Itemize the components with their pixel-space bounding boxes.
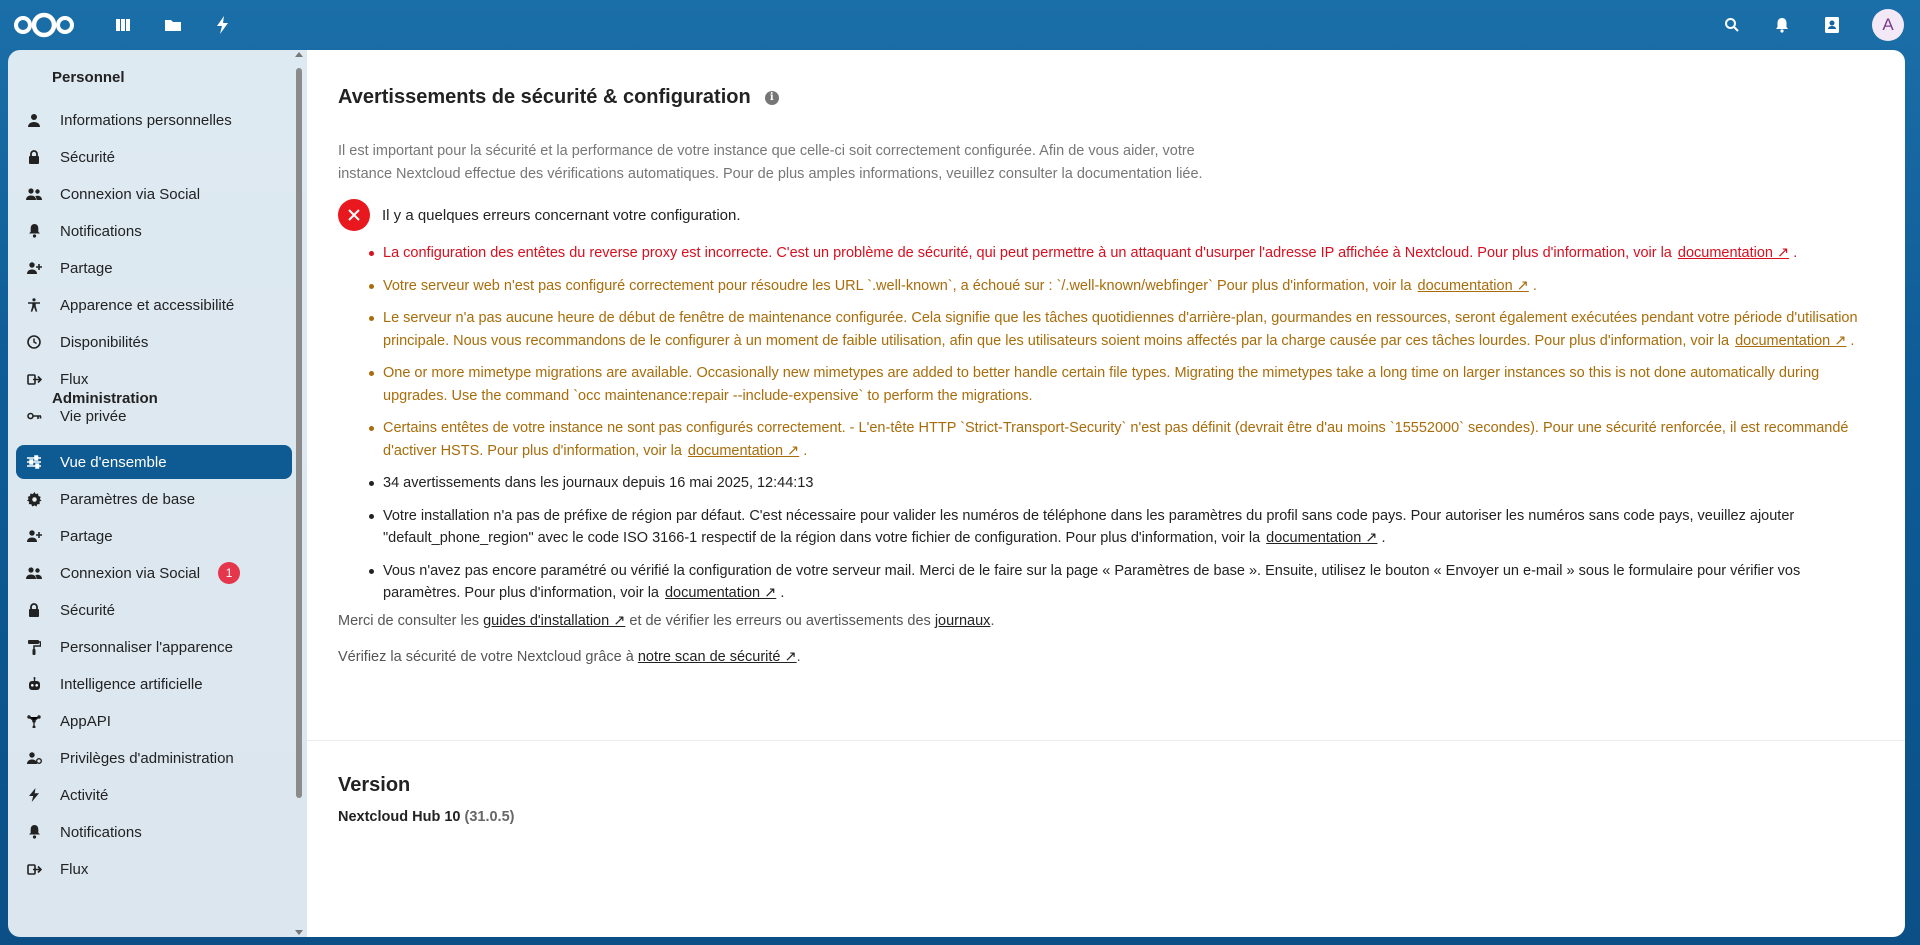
sidebar-scrollbar[interactable] xyxy=(295,56,303,931)
sidebar-item-label: Disponibilités xyxy=(60,333,149,351)
issue-item: One or more mimetype migrations are available. Occasionally new mimetypes are added to better handle certain file types. Migrating the mimetypes take a long time on larger instances so this is not done automatically during upgrades. Use the command `occ maintenance:repair --include-expensive` to perform the migrations. xyxy=(383,362,1878,407)
sidebar-item-personal-5[interactable] xyxy=(16,288,292,322)
sidebar-item-label: Intelligence artificielle xyxy=(60,675,203,693)
activity-flux-icon xyxy=(26,861,42,877)
contacts-icon[interactable] xyxy=(1820,13,1844,37)
sliders-icon xyxy=(26,454,42,470)
sidebar-item-label: Connexion via Social xyxy=(60,564,201,582)
security-intro: Il est important pour la sécurité et la performance de votre instance que celle-ci soit correctement configurée. Afin de vous aider, votre instance Nextcloud effectue des vérifications automatiques. Pour de plus amples informations, veuillez consulter la documentation liée. xyxy=(338,143,1203,182)
sidebar-item-personal-7[interactable] xyxy=(16,362,292,396)
sidebar-item-admin-5[interactable] xyxy=(16,630,292,664)
sidebar-item-admin-4[interactable] xyxy=(16,593,292,627)
admin-user-icon xyxy=(26,750,42,766)
sidebar-item-label: Flux xyxy=(60,860,89,878)
activity-lightning-icon[interactable] xyxy=(211,13,235,37)
gear-icon xyxy=(26,491,42,507)
users-icon xyxy=(26,186,42,202)
sidebar-item-personal-6[interactable] xyxy=(16,325,292,359)
sidebar-item-label: Notifications xyxy=(60,823,142,841)
error-heading-row xyxy=(338,199,1878,231)
documentation-link[interactable]: documentation ↗ xyxy=(664,585,777,601)
security-section-title: Avertissements de sécurité & configuration i xyxy=(338,86,1878,109)
issues-list xyxy=(338,242,1878,605)
sidebar-item-admin-3[interactable] xyxy=(16,556,292,590)
appapi-icon xyxy=(26,713,42,729)
sidebar-item-admin-2[interactable] xyxy=(16,519,292,553)
clock-icon xyxy=(26,334,42,350)
lock-icon xyxy=(26,602,42,618)
accessibility-icon xyxy=(26,297,42,313)
issue-item: Vous n'avez pas encore paramétré ou vérifié la configuration de votre serveur mail. Merci de le faire sur la page « Paramètres de base ». Ensuite, utilisez le bouton « Envoyer un e-mail » sous le formulaire pour vérifier vos paramètres. Pour plus d'information, voir la documentation ↗ . xyxy=(383,560,1878,605)
sidebar-item-admin-8[interactable] xyxy=(16,741,292,775)
section-title-administration: Administration xyxy=(52,390,158,407)
sidebar-item-label: Sécurité xyxy=(60,601,116,619)
top-bar xyxy=(0,0,1920,50)
issue-item: Votre installation n'a pas de préfixe de région par défaut. C'est nécessaire pour valider les numéros de téléphone dans les paramètres du profil sans code pays. Pour autoriser les numéros sans code pays, veuillez ajouter "default_phone_region" avec le code ISO 3166-1 respectif de la région dans votre fichier de configuration. Pour plus d'information, voir la documentation ↗ . xyxy=(383,505,1878,550)
documentation-link[interactable]: documentation ↗ xyxy=(1417,277,1529,294)
issue-item: Votre serveur web n'est pas configuré correctement pour résoudre les URL `.well-known`, a échoué sur : `/.well-known/webfinger` Pour plus d'information, voir la documentation ↗ . xyxy=(383,275,1878,298)
users-icon xyxy=(26,565,42,581)
share-user-icon xyxy=(26,528,42,544)
activity-flux-icon xyxy=(26,371,42,387)
sidebar-item-admin-0[interactable] xyxy=(16,445,292,479)
documentation-link[interactable]: documentation ↗ xyxy=(687,442,800,459)
sidebar-item-personal-0[interactable] xyxy=(16,103,292,137)
share-user-icon xyxy=(26,260,42,276)
sidebar-item-label: Partage xyxy=(60,527,113,545)
install-guides-link[interactable]: guides d'installation ↗ xyxy=(483,612,626,629)
sidebar-item-admin-9[interactable] xyxy=(16,778,292,812)
robot-icon xyxy=(26,676,42,692)
sidebar-item-admin-6[interactable] xyxy=(16,667,292,701)
security-scan-link[interactable]: notre scan de sécurité ↗ xyxy=(637,648,797,665)
settings-sidebar xyxy=(8,50,307,937)
sidebar-item-label: Notifications xyxy=(60,222,142,240)
sidebar-item-personal-3[interactable] xyxy=(16,214,292,248)
sidebar-item-admin-7[interactable] xyxy=(16,704,292,738)
sidebar-item-label: AppAPI xyxy=(60,712,111,730)
issue-item: 34 avertissements dans les journaux depuis 16 mai 2025, 12:44:13 xyxy=(383,472,1878,495)
user-avatar[interactable]: A xyxy=(1872,9,1904,41)
sidebar-scroll-thumb[interactable] xyxy=(296,68,302,798)
logs-link[interactable]: journaux xyxy=(934,612,991,629)
error-heading-text: Il y a quelques erreurs concernant votre configuration. xyxy=(382,206,741,224)
section-divider xyxy=(307,740,1905,741)
documentation-link[interactable]: documentation ↗ xyxy=(1735,332,1847,349)
sidebar-item-label: Personnaliser l'apparence xyxy=(60,638,233,656)
security-section xyxy=(338,86,1878,109)
notification-count-badge: 1 xyxy=(218,562,240,584)
sidebar-item-label: Vue d'ensemble xyxy=(60,453,167,471)
search-icon[interactable] xyxy=(1720,13,1744,37)
version-line: Nextcloud Hub 10 (31.0.5) xyxy=(338,809,515,825)
main-content xyxy=(307,50,1905,937)
lock-icon xyxy=(26,149,42,165)
security-scan-line: Vérifiez la sécurité de votre Nextcloud grâce à notre scan de sécurité ↗. xyxy=(338,648,801,665)
sidebar-item-label: Partage xyxy=(60,259,113,277)
sidebar-item-label: Privilèges d'administration xyxy=(60,749,234,767)
sidebar-item-label: Connexion via Social xyxy=(60,185,201,203)
sidebar-item-admin-1[interactable] xyxy=(16,482,292,516)
sidebar-item-label: Informations personnelles xyxy=(60,111,232,129)
sidebar-item-personal-1[interactable] xyxy=(16,140,292,174)
documentation-link[interactable]: documentation ↗ xyxy=(1266,530,1378,546)
version-section xyxy=(338,774,1878,825)
sidebar-item-label: Apparence et accessibilité xyxy=(60,296,235,314)
version-title: Version xyxy=(338,774,411,796)
dashboard-icon[interactable] xyxy=(111,13,135,37)
sidebar-item-admin-11[interactable] xyxy=(16,852,292,886)
documentation-link[interactable]: documentation ↗ xyxy=(1677,245,1790,261)
notifications-bell-icon[interactable] xyxy=(1770,13,1794,37)
files-folder-icon[interactable] xyxy=(161,13,185,37)
bell-icon xyxy=(26,223,42,239)
sidebar-item-label: Flux xyxy=(60,370,89,388)
sidebar-item-label: Vie privée xyxy=(60,407,127,425)
error-close-icon xyxy=(338,199,370,231)
paint-roller-icon xyxy=(26,639,42,655)
issue-item: La configuration des entêtes du reverse proxy est incorrecte. C'est un problème de sécurité, qui peut permettre à un attaquant d'usurper l'adresse IP affichée à Nextcloud. Pour plus d'information, voir la documentation ↗ . xyxy=(383,242,1878,265)
sidebar-item-admin-10[interactable] xyxy=(16,815,292,849)
sidebar-item-label: Sécurité xyxy=(60,148,116,166)
issue-item: Le serveur n'a pas aucune heure de début de fenêtre de maintenance configurée. Cela signifie que les tâches quotidiennes d'arrière-plan, gourmandes en ressources, seront également exécutées pendant votre période d'utilisation principale. Nous vous recommandons de le configurer à un moment de faible utilisation, afin que les utilisateurs soient moins affectés par la charge causée par ces tâches lourdes. Pour plus d'information, voir la documentation ↗ . xyxy=(383,307,1878,352)
key-icon xyxy=(26,408,42,424)
sidebar-item-personal-4[interactable] xyxy=(16,251,292,285)
info-icon[interactable]: i xyxy=(765,91,779,105)
lightning-icon xyxy=(26,787,42,803)
bell-icon xyxy=(26,824,42,840)
sidebar-item-label: Activité xyxy=(60,786,109,804)
sidebar-item-label: Paramètres de base xyxy=(60,490,196,508)
issues-list-container xyxy=(338,242,1878,665)
section-title-personal: Personnel xyxy=(52,69,125,86)
nextcloud-logo-icon[interactable] xyxy=(12,11,76,39)
sidebar-item-personal-8[interactable] xyxy=(16,399,292,433)
install-guides-line: Merci de consulter les guides d'installation ↗ et de vérifier les erreurs ou avertissements des journaux. xyxy=(338,612,995,629)
issue-item: Certains entêtes de votre instance ne sont pas configurés correctement. - L'en-tête HTTP `Strict-Transport-Security` n'est pas définit (devrait être d'au moins `15552000` secondes). Pour une sécurité renforcée, il est recommandé d'activer HSTS. Pour plus d'information, voir la documentation ↗ . xyxy=(383,417,1878,462)
sidebar-item-personal-2[interactable] xyxy=(16,177,292,211)
user-icon xyxy=(26,112,42,128)
